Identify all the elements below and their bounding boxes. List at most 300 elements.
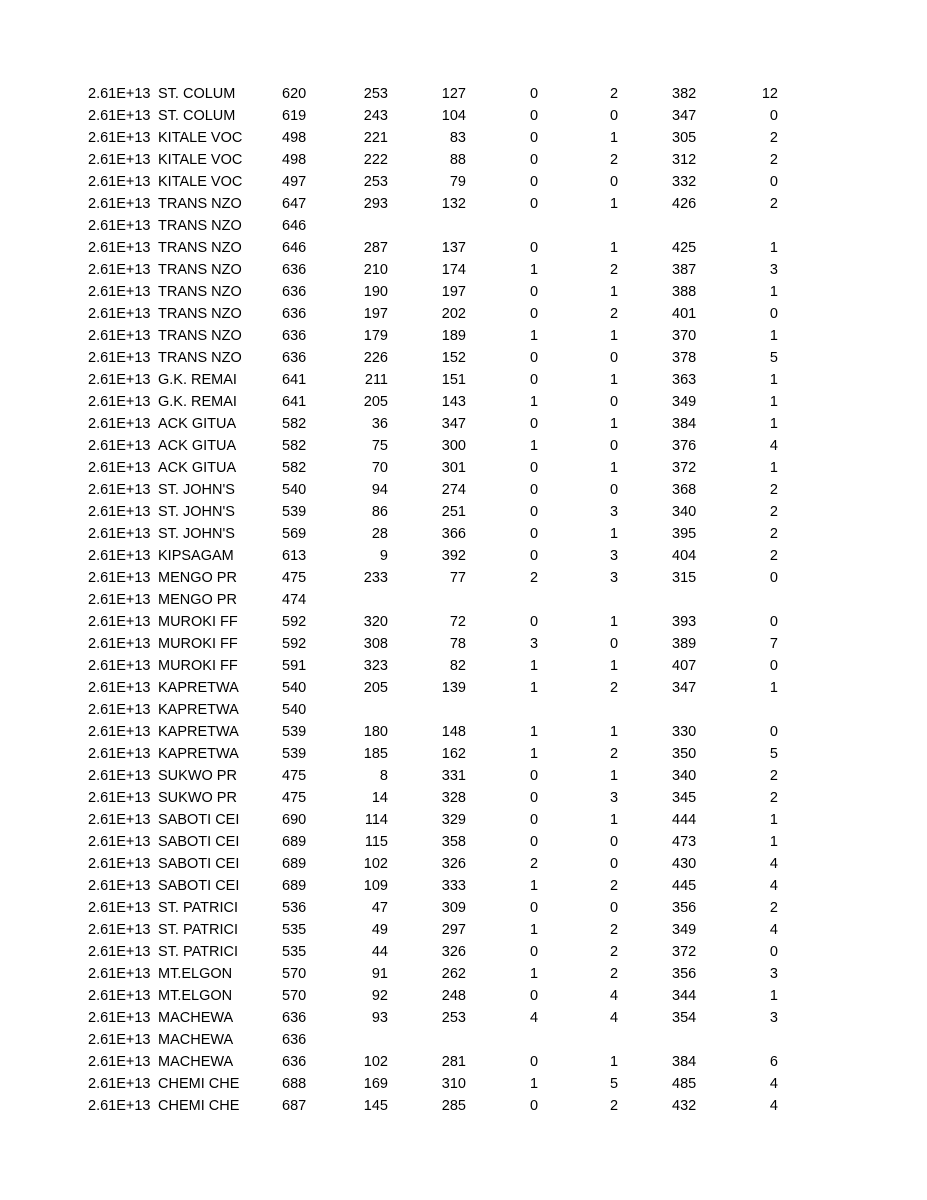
table-row bbox=[0, 1095, 927, 1117]
table-row bbox=[0, 149, 927, 171]
value-cell-6: 350 bbox=[672, 746, 697, 762]
row-id-cell: 2.61E+13 bbox=[88, 482, 151, 498]
value-cell-7: 4 bbox=[769, 922, 778, 938]
value-cell-4: 0 bbox=[530, 152, 539, 168]
value-cell-5: 2 bbox=[610, 966, 619, 982]
value-cell-5: 1 bbox=[610, 1054, 619, 1070]
value-cell-1: 570 bbox=[282, 966, 307, 982]
table-row bbox=[0, 457, 927, 479]
value-cell-6: 363 bbox=[672, 372, 697, 388]
value-cell-4: 0 bbox=[530, 196, 539, 212]
table-row bbox=[0, 809, 927, 831]
value-cell-3: 366 bbox=[441, 526, 466, 542]
value-cell-7: 1 bbox=[769, 240, 778, 256]
value-cell-2: 28 bbox=[371, 526, 388, 542]
value-cell-3: 127 bbox=[441, 86, 466, 102]
value-cell-1: 636 bbox=[282, 1032, 307, 1048]
value-cell-6: 305 bbox=[672, 130, 697, 146]
value-cell-5: 1 bbox=[610, 372, 619, 388]
school-name-cell: SUKWO PR bbox=[158, 768, 237, 784]
value-cell-4: 0 bbox=[530, 350, 539, 366]
school-name-cell: ST. COLUM bbox=[158, 108, 236, 124]
value-cell-6: 372 bbox=[672, 944, 697, 960]
row-id-cell: 2.61E+13 bbox=[88, 680, 151, 696]
value-cell-1: 539 bbox=[282, 746, 307, 762]
value-cell-2: 323 bbox=[363, 658, 388, 674]
value-cell-1: 498 bbox=[282, 130, 307, 146]
value-cell-1: 535 bbox=[282, 922, 307, 938]
value-cell-7: 1 bbox=[769, 394, 778, 410]
value-cell-3: 72 bbox=[449, 614, 466, 630]
value-cell-2: 86 bbox=[371, 504, 388, 520]
value-cell-1: 540 bbox=[282, 482, 307, 498]
value-cell-6: 376 bbox=[672, 438, 697, 454]
value-cell-6: 340 bbox=[672, 768, 697, 784]
value-cell-1: 646 bbox=[282, 240, 307, 256]
school-name-cell: SUKWO PR bbox=[158, 790, 237, 806]
value-cell-6: 426 bbox=[672, 196, 697, 212]
value-cell-6: 332 bbox=[672, 174, 697, 190]
value-cell-1: 689 bbox=[282, 856, 307, 872]
value-cell-1: 689 bbox=[282, 878, 307, 894]
value-cell-2: 293 bbox=[363, 196, 388, 212]
table-row bbox=[0, 127, 927, 149]
row-id-cell: 2.61E+13 bbox=[88, 724, 151, 740]
value-cell-3: 347 bbox=[441, 416, 466, 432]
value-cell-2: 145 bbox=[363, 1098, 388, 1114]
row-id-cell: 2.61E+13 bbox=[88, 438, 151, 454]
value-cell-6: 425 bbox=[672, 240, 697, 256]
value-cell-6: 344 bbox=[672, 988, 697, 1004]
row-id-cell: 2.61E+13 bbox=[88, 108, 151, 124]
table-row bbox=[0, 369, 927, 391]
value-cell-3: 310 bbox=[441, 1076, 466, 1092]
value-cell-5: 0 bbox=[610, 174, 619, 190]
value-cell-5: 1 bbox=[610, 614, 619, 630]
value-cell-2: 91 bbox=[371, 966, 388, 982]
value-cell-5: 1 bbox=[610, 460, 619, 476]
value-cell-2: 226 bbox=[363, 350, 388, 366]
school-name-cell: SABOTI CEI bbox=[158, 812, 240, 828]
value-cell-7: 2 bbox=[769, 130, 778, 146]
value-cell-4: 0 bbox=[530, 306, 539, 322]
value-cell-1: 620 bbox=[282, 86, 307, 102]
spreadsheet-table bbox=[0, 83, 927, 1117]
row-id-cell: 2.61E+13 bbox=[88, 218, 151, 234]
value-cell-1: 539 bbox=[282, 724, 307, 740]
value-cell-6: 384 bbox=[672, 416, 697, 432]
value-cell-6: 473 bbox=[672, 834, 697, 850]
row-id-cell: 2.61E+13 bbox=[88, 614, 151, 630]
table-row bbox=[0, 655, 927, 677]
value-cell-7: 3 bbox=[769, 966, 778, 982]
value-cell-3: 132 bbox=[441, 196, 466, 212]
school-name-cell: ST. JOHN'S bbox=[158, 526, 235, 542]
value-cell-2: 94 bbox=[371, 482, 388, 498]
value-cell-5: 2 bbox=[610, 680, 619, 696]
value-cell-5: 0 bbox=[610, 438, 619, 454]
value-cell-5: 1 bbox=[610, 130, 619, 146]
value-cell-6: 349 bbox=[672, 922, 697, 938]
value-cell-7: 1 bbox=[769, 372, 778, 388]
value-cell-3: 281 bbox=[441, 1054, 466, 1070]
school-name-cell: ACK GITUA bbox=[158, 416, 237, 432]
row-id-cell: 2.61E+13 bbox=[88, 922, 151, 938]
school-name-cell: ST. PATRICI bbox=[158, 944, 239, 960]
value-cell-4: 1 bbox=[530, 966, 539, 982]
value-cell-4: 0 bbox=[530, 988, 539, 1004]
value-cell-4: 0 bbox=[530, 614, 539, 630]
value-cell-3: 297 bbox=[441, 922, 466, 938]
value-cell-2: 243 bbox=[363, 108, 388, 124]
row-id-cell: 2.61E+13 bbox=[88, 86, 151, 102]
value-cell-2: 221 bbox=[363, 130, 388, 146]
value-cell-6: 407 bbox=[672, 658, 697, 674]
value-cell-6: 404 bbox=[672, 548, 697, 564]
value-cell-5: 2 bbox=[610, 1098, 619, 1114]
value-cell-3: 151 bbox=[441, 372, 466, 388]
school-name-cell: KAPRETWA bbox=[158, 702, 239, 718]
row-id-cell: 2.61E+13 bbox=[88, 350, 151, 366]
value-cell-3: 329 bbox=[441, 812, 466, 828]
value-cell-2: 253 bbox=[363, 86, 388, 102]
table-row bbox=[0, 633, 927, 655]
school-name-cell: ST. PATRICI bbox=[158, 900, 239, 916]
value-cell-2: 180 bbox=[363, 724, 388, 740]
row-id-cell: 2.61E+13 bbox=[88, 1076, 151, 1092]
table-row bbox=[0, 303, 927, 325]
value-cell-7: 0 bbox=[769, 724, 778, 740]
value-cell-4: 0 bbox=[530, 130, 539, 146]
value-cell-7: 0 bbox=[769, 658, 778, 674]
value-cell-2: 109 bbox=[363, 878, 388, 894]
value-cell-1: 619 bbox=[282, 108, 307, 124]
value-cell-4: 1 bbox=[530, 680, 539, 696]
value-cell-2: 44 bbox=[371, 944, 388, 960]
value-cell-4: 0 bbox=[530, 504, 539, 520]
value-cell-5: 1 bbox=[610, 768, 619, 784]
value-cell-5: 5 bbox=[610, 1076, 619, 1092]
value-cell-7: 4 bbox=[769, 1098, 778, 1114]
value-cell-5: 0 bbox=[610, 636, 619, 652]
row-id-cell: 2.61E+13 bbox=[88, 944, 151, 960]
table-row bbox=[0, 875, 927, 897]
table-row bbox=[0, 325, 927, 347]
school-name-cell: MUROKI FF bbox=[158, 636, 238, 652]
school-name-cell: TRANS NZO bbox=[158, 240, 242, 256]
school-name-cell: KIPSAGAM bbox=[158, 548, 234, 564]
value-cell-1: 641 bbox=[282, 372, 307, 388]
value-cell-2: 210 bbox=[363, 262, 388, 278]
row-id-cell: 2.61E+13 bbox=[88, 966, 151, 982]
row-id-cell: 2.61E+13 bbox=[88, 658, 151, 674]
value-cell-3: 285 bbox=[441, 1098, 466, 1114]
school-name-cell: CHEMI CHE bbox=[158, 1098, 240, 1114]
value-cell-7: 0 bbox=[769, 614, 778, 630]
value-cell-1: 475 bbox=[282, 570, 307, 586]
table-row bbox=[0, 853, 927, 875]
value-cell-6: 370 bbox=[672, 328, 697, 344]
value-cell-7: 3 bbox=[769, 262, 778, 278]
value-cell-1: 636 bbox=[282, 328, 307, 344]
school-name-cell: TRANS NZO bbox=[158, 350, 242, 366]
value-cell-7: 3 bbox=[769, 1010, 778, 1026]
table-row bbox=[0, 567, 927, 589]
value-cell-5: 1 bbox=[610, 284, 619, 300]
value-cell-3: 326 bbox=[441, 856, 466, 872]
row-id-cell: 2.61E+13 bbox=[88, 1010, 151, 1026]
table-row bbox=[0, 919, 927, 941]
value-cell-3: 392 bbox=[441, 548, 466, 564]
value-cell-2: 92 bbox=[371, 988, 388, 1004]
value-cell-6: 395 bbox=[672, 526, 697, 542]
value-cell-4: 2 bbox=[530, 570, 539, 586]
value-cell-1: 535 bbox=[282, 944, 307, 960]
value-cell-3: 143 bbox=[441, 394, 466, 410]
value-cell-6: 345 bbox=[672, 790, 697, 806]
value-cell-5: 1 bbox=[610, 526, 619, 542]
school-name-cell: TRANS NZO bbox=[158, 284, 242, 300]
value-cell-5: 2 bbox=[610, 922, 619, 938]
value-cell-5: 2 bbox=[610, 306, 619, 322]
value-cell-4: 0 bbox=[530, 812, 539, 828]
value-cell-7: 0 bbox=[769, 108, 778, 124]
value-cell-1: 636 bbox=[282, 1054, 307, 1070]
value-cell-1: 613 bbox=[282, 548, 307, 564]
row-id-cell: 2.61E+13 bbox=[88, 548, 151, 564]
value-cell-3: 248 bbox=[441, 988, 466, 1004]
table-row bbox=[0, 721, 927, 743]
school-name-cell: MENGO PR bbox=[158, 570, 237, 586]
value-cell-4: 0 bbox=[530, 174, 539, 190]
value-cell-1: 636 bbox=[282, 350, 307, 366]
value-cell-7: 1 bbox=[769, 680, 778, 696]
table-row bbox=[0, 347, 927, 369]
value-cell-5: 0 bbox=[610, 900, 619, 916]
value-cell-7: 7 bbox=[769, 636, 778, 652]
value-cell-6: 347 bbox=[672, 108, 697, 124]
school-name-cell: SABOTI CEI bbox=[158, 834, 240, 850]
row-id-cell: 2.61E+13 bbox=[88, 394, 151, 410]
row-id-cell: 2.61E+13 bbox=[88, 328, 151, 344]
value-cell-2: 36 bbox=[371, 416, 388, 432]
value-cell-6: 485 bbox=[672, 1076, 697, 1092]
table-row bbox=[0, 171, 927, 193]
value-cell-5: 2 bbox=[610, 944, 619, 960]
row-id-cell: 2.61E+13 bbox=[88, 1032, 151, 1048]
row-id-cell: 2.61E+13 bbox=[88, 306, 151, 322]
school-name-cell: TRANS NZO bbox=[158, 328, 242, 344]
table-row bbox=[0, 523, 927, 545]
table-row bbox=[0, 941, 927, 963]
value-cell-4: 0 bbox=[530, 1054, 539, 1070]
school-name-cell: MUROKI FF bbox=[158, 614, 238, 630]
table-row bbox=[0, 435, 927, 457]
table-row bbox=[0, 479, 927, 501]
row-id-cell: 2.61E+13 bbox=[88, 878, 151, 894]
value-cell-3: 358 bbox=[441, 834, 466, 850]
value-cell-4: 0 bbox=[530, 108, 539, 124]
value-cell-1: 539 bbox=[282, 504, 307, 520]
value-cell-1: 570 bbox=[282, 988, 307, 1004]
value-cell-2: 179 bbox=[363, 328, 388, 344]
value-cell-5: 2 bbox=[610, 746, 619, 762]
value-cell-6: 382 bbox=[672, 86, 697, 102]
value-cell-3: 274 bbox=[441, 482, 466, 498]
school-name-cell: TRANS NZO bbox=[158, 218, 242, 234]
value-cell-3: 139 bbox=[441, 680, 466, 696]
value-cell-2: 9 bbox=[379, 548, 388, 564]
school-name-cell: MACHEWA bbox=[158, 1010, 234, 1026]
value-cell-3: 253 bbox=[441, 1010, 466, 1026]
value-cell-2: 169 bbox=[363, 1076, 388, 1092]
value-cell-4: 0 bbox=[530, 900, 539, 916]
row-id-cell: 2.61E+13 bbox=[88, 592, 151, 608]
table-row bbox=[0, 589, 927, 611]
value-cell-2: 75 bbox=[371, 438, 388, 454]
value-cell-2: 308 bbox=[363, 636, 388, 652]
value-cell-4: 1 bbox=[530, 328, 539, 344]
school-name-cell: G.K. REMAI bbox=[158, 394, 237, 410]
table-row bbox=[0, 743, 927, 765]
row-id-cell: 2.61E+13 bbox=[88, 900, 151, 916]
value-cell-1: 498 bbox=[282, 152, 307, 168]
value-cell-6: 378 bbox=[672, 350, 697, 366]
value-cell-3: 104 bbox=[441, 108, 466, 124]
value-cell-7: 1 bbox=[769, 988, 778, 1004]
value-cell-4: 1 bbox=[530, 438, 539, 454]
row-id-cell: 2.61E+13 bbox=[88, 262, 151, 278]
table-row bbox=[0, 897, 927, 919]
value-cell-1: 636 bbox=[282, 1010, 307, 1026]
table-row bbox=[0, 985, 927, 1007]
value-cell-1: 582 bbox=[282, 416, 307, 432]
table-row bbox=[0, 677, 927, 699]
value-cell-4: 1 bbox=[530, 1076, 539, 1092]
value-cell-2: 47 bbox=[371, 900, 388, 916]
school-name-cell: ST. PATRICI bbox=[158, 922, 239, 938]
value-cell-6: 432 bbox=[672, 1098, 697, 1114]
value-cell-7: 1 bbox=[769, 328, 778, 344]
value-cell-2: 287 bbox=[363, 240, 388, 256]
value-cell-1: 690 bbox=[282, 812, 307, 828]
value-cell-4: 3 bbox=[530, 636, 539, 652]
value-cell-7: 0 bbox=[769, 570, 778, 586]
table-row bbox=[0, 215, 927, 237]
school-name-cell: MT.ELGON bbox=[158, 988, 233, 1004]
value-cell-3: 197 bbox=[441, 284, 466, 300]
value-cell-3: 300 bbox=[441, 438, 466, 454]
value-cell-3: 262 bbox=[441, 966, 466, 982]
value-cell-4: 0 bbox=[530, 372, 539, 388]
value-cell-1: 591 bbox=[282, 658, 307, 674]
value-cell-5: 0 bbox=[610, 108, 619, 124]
table-row bbox=[0, 765, 927, 787]
value-cell-4: 0 bbox=[530, 86, 539, 102]
value-cell-5: 3 bbox=[610, 790, 619, 806]
table-row bbox=[0, 259, 927, 281]
value-cell-2: 102 bbox=[363, 856, 388, 872]
value-cell-2: 70 bbox=[371, 460, 388, 476]
value-cell-3: 251 bbox=[441, 504, 466, 520]
value-cell-5: 3 bbox=[610, 570, 619, 586]
school-name-cell: ST. JOHN'S bbox=[158, 504, 235, 520]
row-id-cell: 2.61E+13 bbox=[88, 834, 151, 850]
value-cell-3: 333 bbox=[441, 878, 466, 894]
value-cell-6: 356 bbox=[672, 966, 697, 982]
value-cell-1: 475 bbox=[282, 768, 307, 784]
value-cell-2: 205 bbox=[363, 680, 388, 696]
value-cell-5: 2 bbox=[610, 878, 619, 894]
value-cell-7: 4 bbox=[769, 878, 778, 894]
table-row bbox=[0, 501, 927, 523]
value-cell-4: 1 bbox=[530, 262, 539, 278]
value-cell-4: 2 bbox=[530, 856, 539, 872]
value-cell-6: 349 bbox=[672, 394, 697, 410]
row-id-cell: 2.61E+13 bbox=[88, 1054, 151, 1070]
value-cell-1: 636 bbox=[282, 284, 307, 300]
value-cell-5: 4 bbox=[610, 1010, 619, 1026]
value-cell-4: 0 bbox=[530, 460, 539, 476]
value-cell-7: 12 bbox=[761, 86, 778, 102]
value-cell-7: 1 bbox=[769, 834, 778, 850]
table-row bbox=[0, 193, 927, 215]
value-cell-6: 387 bbox=[672, 262, 697, 278]
value-cell-3: 309 bbox=[441, 900, 466, 916]
value-cell-7: 2 bbox=[769, 152, 778, 168]
value-cell-4: 4 bbox=[530, 1010, 539, 1026]
value-cell-5: 2 bbox=[610, 262, 619, 278]
value-cell-5: 1 bbox=[610, 812, 619, 828]
school-name-cell: TRANS NZO bbox=[158, 262, 242, 278]
value-cell-7: 6 bbox=[769, 1054, 778, 1070]
value-cell-7: 2 bbox=[769, 790, 778, 806]
row-id-cell: 2.61E+13 bbox=[88, 988, 151, 1004]
row-id-cell: 2.61E+13 bbox=[88, 856, 151, 872]
value-cell-7: 5 bbox=[769, 350, 778, 366]
row-id-cell: 2.61E+13 bbox=[88, 196, 151, 212]
school-name-cell: KITALE VOC bbox=[158, 130, 243, 146]
school-name-cell: SABOTI CEI bbox=[158, 856, 240, 872]
value-cell-4: 0 bbox=[530, 284, 539, 300]
row-id-cell: 2.61E+13 bbox=[88, 746, 151, 762]
value-cell-7: 0 bbox=[769, 944, 778, 960]
value-cell-5: 4 bbox=[610, 988, 619, 1004]
value-cell-6: 340 bbox=[672, 504, 697, 520]
value-cell-3: 88 bbox=[449, 152, 466, 168]
value-cell-5: 0 bbox=[610, 834, 619, 850]
value-cell-7: 4 bbox=[769, 1076, 778, 1092]
value-cell-2: 211 bbox=[364, 372, 388, 388]
value-cell-1: 636 bbox=[282, 306, 307, 322]
row-id-cell: 2.61E+13 bbox=[88, 570, 151, 586]
value-cell-4: 1 bbox=[530, 394, 539, 410]
table-row bbox=[0, 611, 927, 633]
value-cell-3: 77 bbox=[449, 570, 466, 586]
value-cell-1: 646 bbox=[282, 218, 307, 234]
value-cell-4: 0 bbox=[530, 526, 539, 542]
value-cell-2: 93 bbox=[371, 1010, 388, 1026]
school-name-cell: SABOTI CEI bbox=[158, 878, 240, 894]
value-cell-7: 2 bbox=[769, 526, 778, 542]
value-cell-1: 497 bbox=[282, 174, 307, 190]
row-id-cell: 2.61E+13 bbox=[88, 240, 151, 256]
value-cell-7: 0 bbox=[769, 174, 778, 190]
value-cell-7: 2 bbox=[769, 768, 778, 784]
value-cell-5: 3 bbox=[610, 504, 619, 520]
value-cell-3: 202 bbox=[441, 306, 466, 322]
value-cell-7: 4 bbox=[769, 438, 778, 454]
